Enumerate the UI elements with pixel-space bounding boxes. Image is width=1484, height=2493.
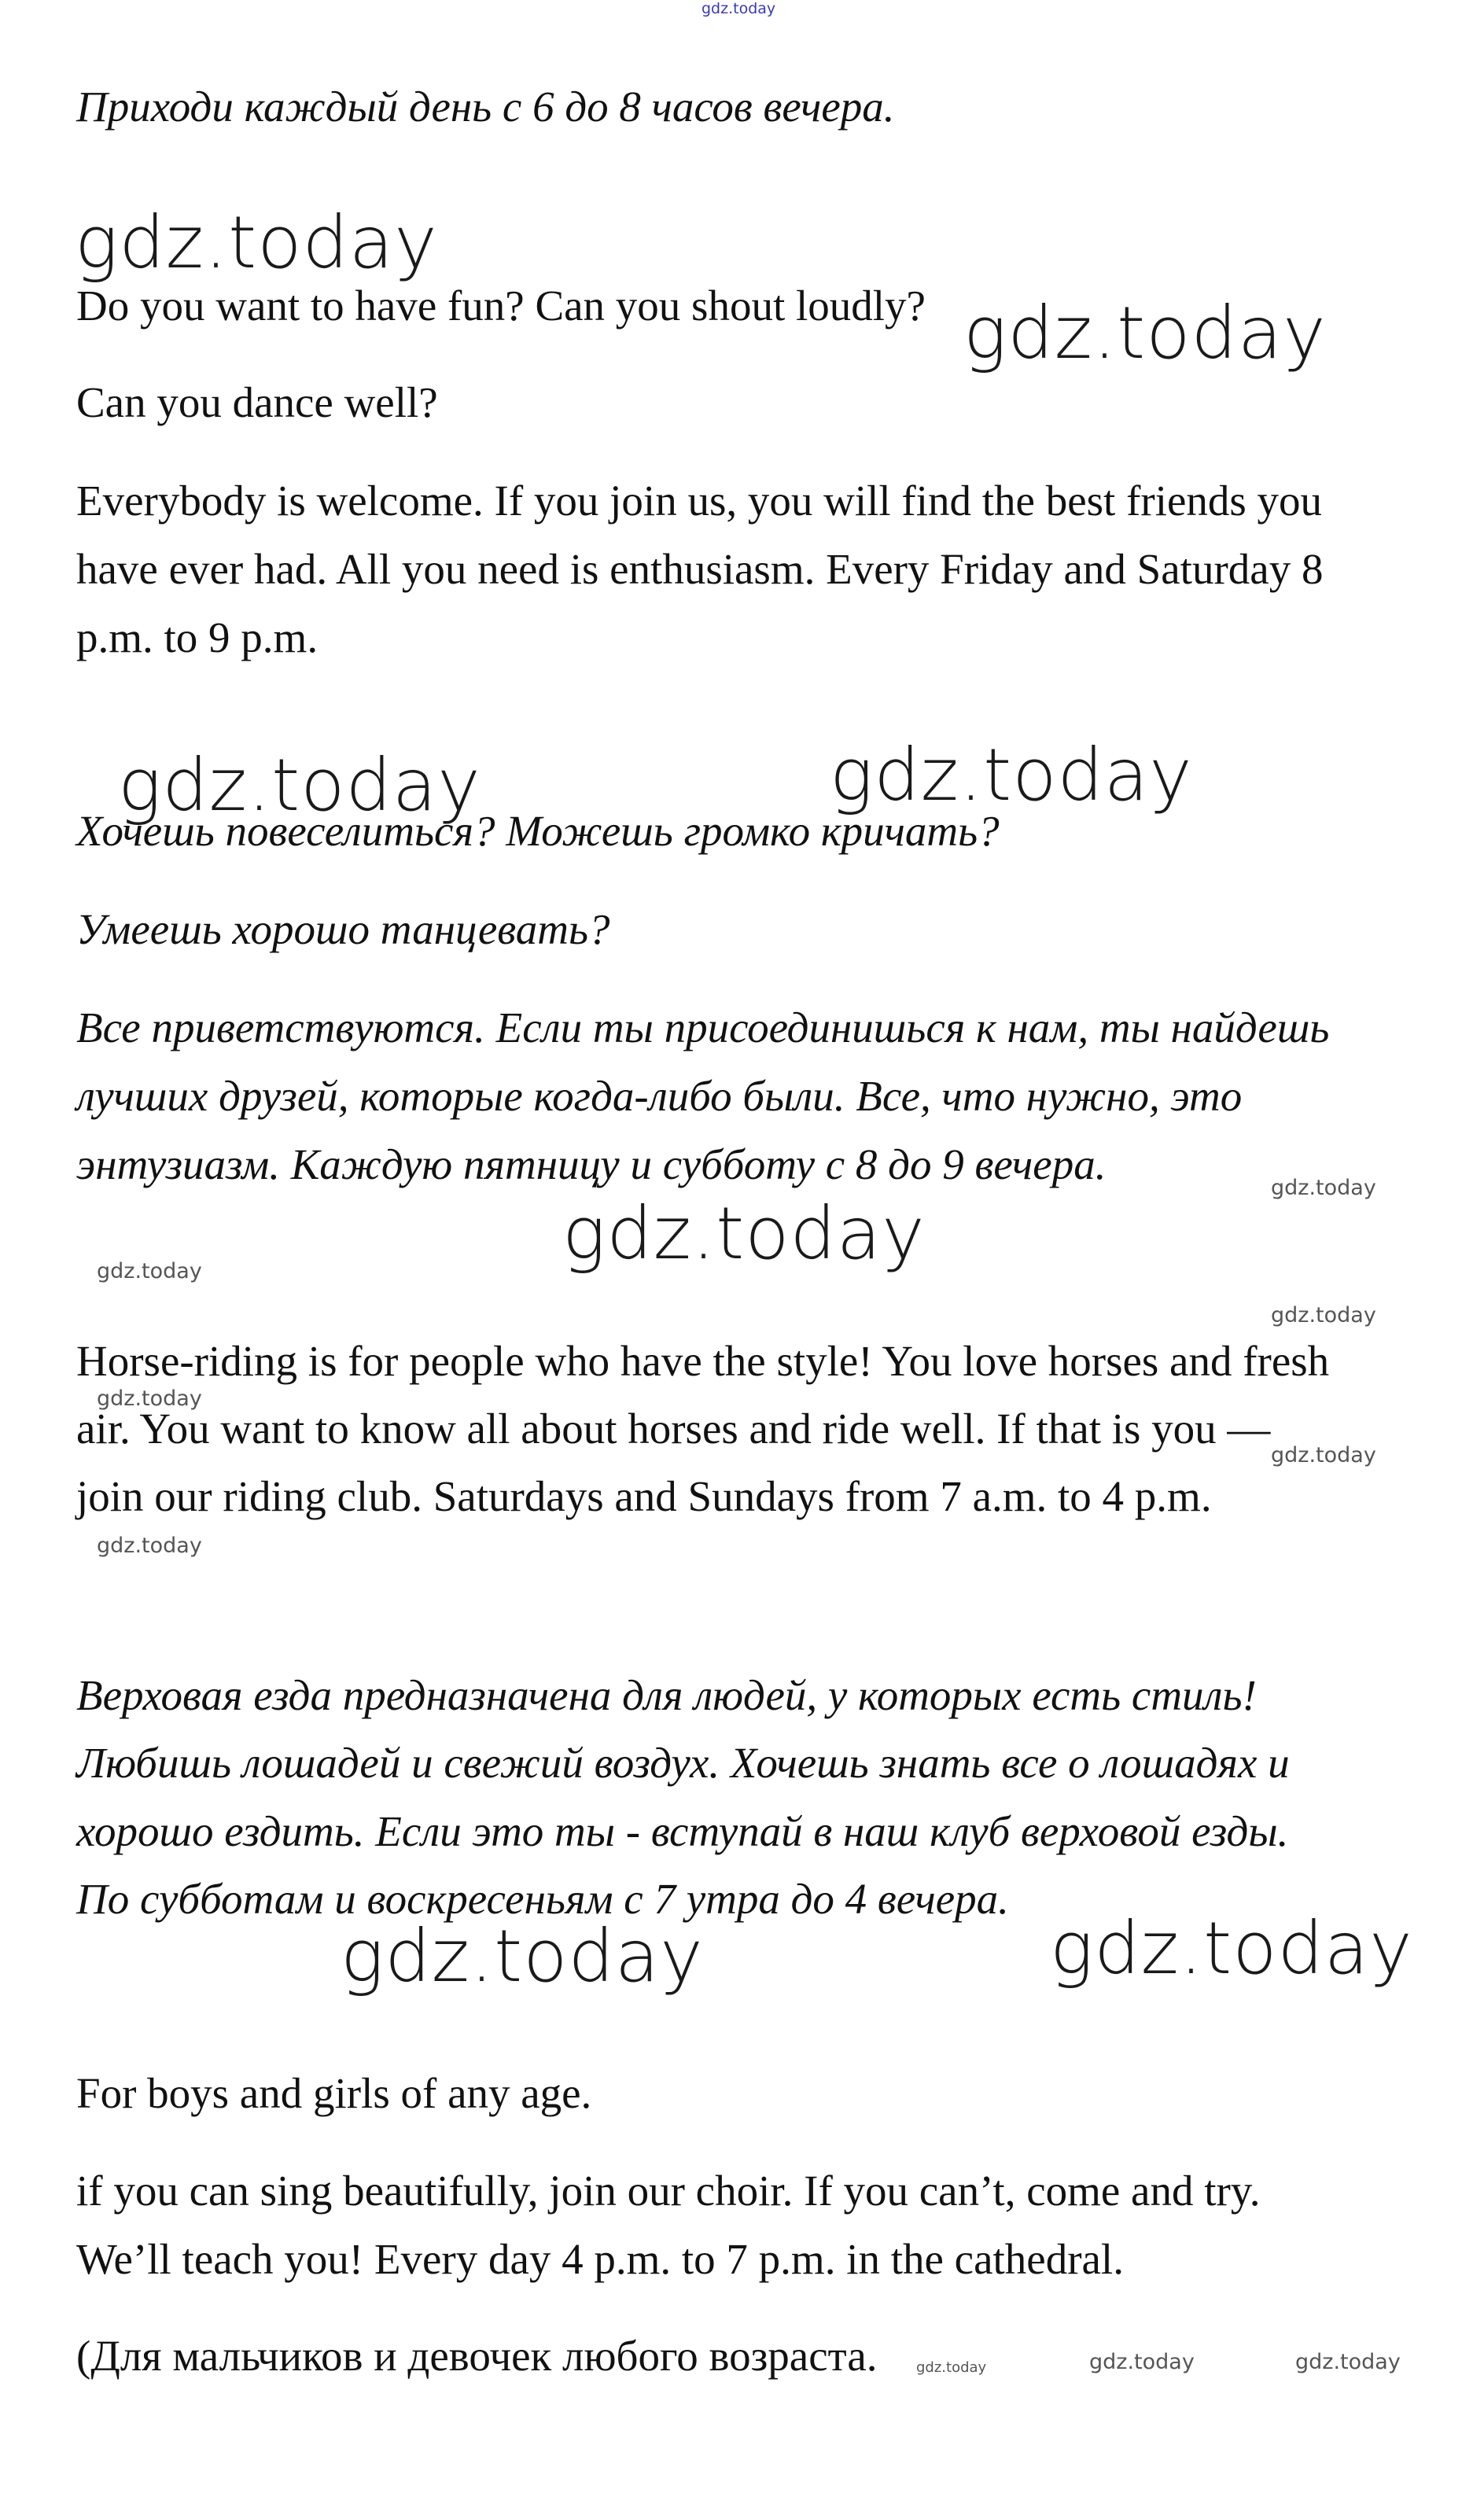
watermark-big: gdz.today [963,291,1327,375]
watermark-small: gdz.today [1295,2350,1401,2374]
club2-ru-line2: Любишь лошадей и свежий воздух. Хочешь знать все о лошадях и [76,1739,1290,1787]
club1-en-line1: Do you want to have fun? Can you shout loudly? [76,282,926,330]
watermark-big: gdz.today [118,743,481,827]
club1-ru-line2: Умеешь хорошо танцевать? [76,905,610,953]
watermark-small: gdz.today [97,1534,202,1558]
club1-en-line4: have ever had. All you need is enthusiasm. Every Friday and Saturday 8 [76,545,1324,593]
club2-ru-line4: По субботам и воскресеньям с 7 утра до 4 вечера. [76,1875,1009,1923]
watermark-big: gdz.today [341,1914,704,1998]
watermark-small: gdz.today [97,1386,202,1411]
club3-ru-line1: (Для мальчиков и девочек любого возраста. [76,2332,878,2380]
club1-ru-line4: лучших друзей, которые когда-либо были. Все, что нужно, это [76,1072,1243,1120]
watermark-small: gdz.today [1271,1443,1376,1467]
watermark-small: gdz.today [1271,1176,1376,1200]
club3-en-line1: For boys and girls of any age. [76,2069,592,2117]
watermark-big: gdz.today [830,733,1193,817]
club2-ru-line1: Верховая езда предназначена для людей, у которых есть стиль! [76,1671,1257,1719]
watermark-small: gdz.today [97,1259,202,1283]
intro-ru: Приходи каждый день с 6 до 8 часов вечера. [76,83,895,131]
club1-en-line2: Can you dance well? [76,378,438,426]
watermark-big: gdz.today [1050,1906,1413,1990]
club1-ru-line3: Все приветствуются. Если ты присоединишься к нам, ты найдешь [76,1003,1330,1051]
club3-en-line3: We’ll teach you! Every day 4 p.m. to 7 p.m. in the cathedral. [76,2235,1124,2283]
watermark-big: gdz.today [562,1191,926,1276]
watermark-top: gdz.today [701,0,776,17]
club2-en-line2: air. You want to know all about horses and ride well. If that is you — [76,1405,1271,1453]
club1-en-line5: p.m. to 9 p.m. [76,613,319,661]
club1-en-line3: Everybody is welcome. If you join us, you will find the best friends you [76,477,1323,525]
club3-en-line2: if you can sing beautifully, join our choir. If you can’t, come and try. [76,2167,1261,2215]
club2-en-line1: Horse-riding is for people who have the style! You love horses and fresh [76,1337,1330,1385]
watermark-big: gdz.today [75,201,438,285]
watermark-small: gdz.today [1271,1303,1376,1328]
watermark-small: gdz.today [1089,2350,1195,2374]
watermark-small: gdz.today [916,2359,987,2376]
club1-ru-line1: Хочешь повеселиться? Можешь громко кричать? [76,807,1000,855]
club1-ru-line5: энтузиазм. Каждую пятницу и субботу с 8 до 9 вечера. [76,1140,1107,1188]
club2-en-line3: join our riding club. Saturdays and Sundays from 7 a.m. to 4 p.m. [76,1472,1212,1520]
club2-ru-line3: хорошо ездить. Если это ты - вступай в наш клуб верховой езды. [76,1807,1289,1855]
